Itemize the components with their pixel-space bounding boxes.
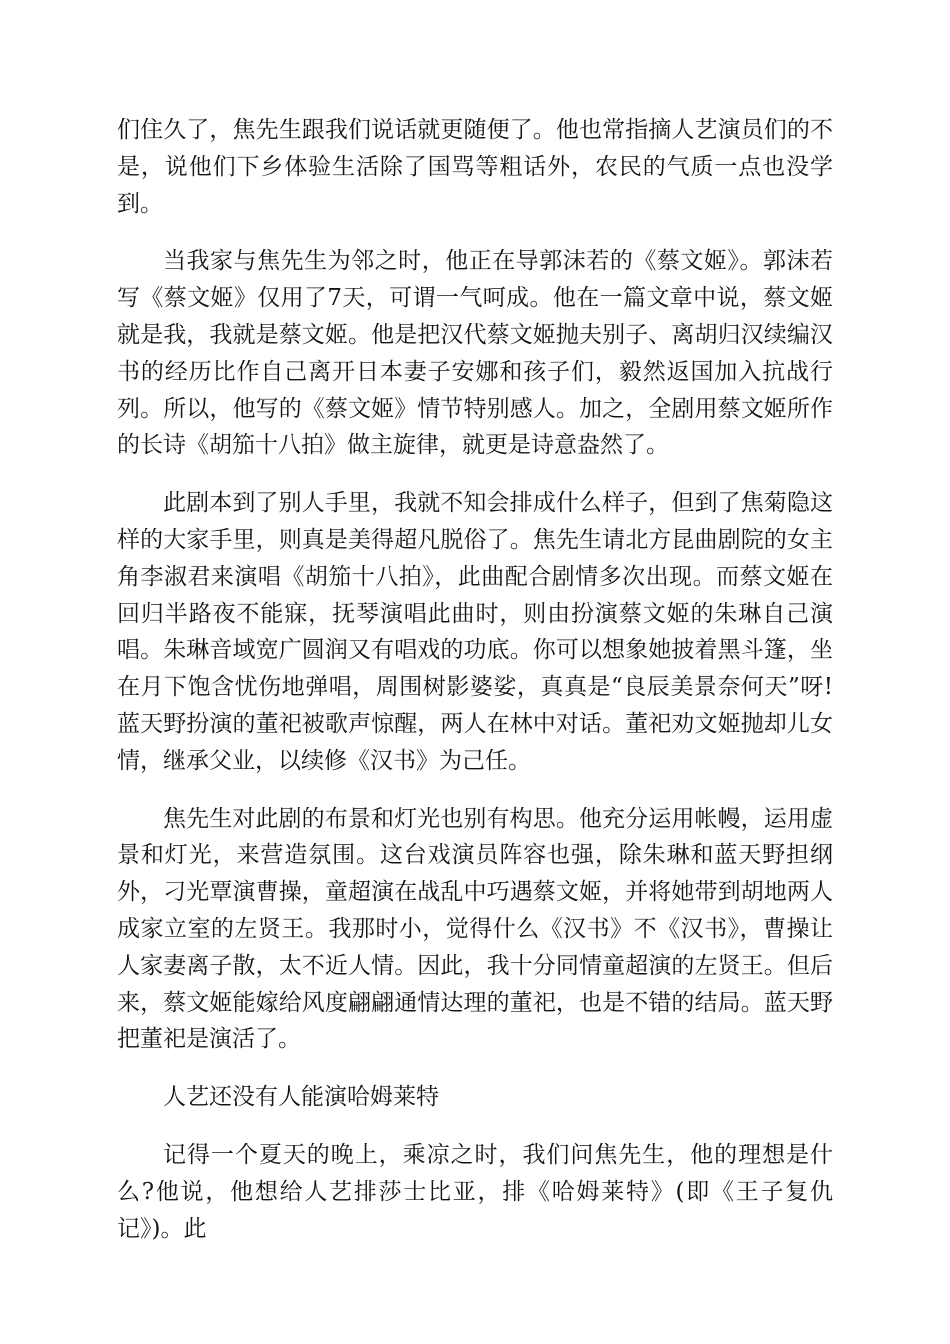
paragraph-cai-wenji-play: 当我家与焦先生为邻之时，他正在导郭沫若的《蔡文姬》。郭沫若写《蔡文姬》仅用了7天，可谓一气呵成。他在一篇文章中说，蔡文姬就是我，我就是蔡文姬。他是把汉代蔡文姬抛夫别子、离胡归汉续编汉书的经历比作自己离开日本妻子安娜和孩子们，毅然返国加入抗战行列。所以，他写的《蔡文姬》情节特别感人。加之，全剧用蔡文姬所作的长诗《胡笳十八拍》做主旋律，就更是诗意盎然了。 xyxy=(117,248,833,459)
paragraph-direction: 此剧本到了别人手里，我就不知会排成什么样子，但到了焦菊隐这样的大家手里，则真是美得超凡脱俗了。焦先生请北方昆曲剧院的女主角李淑君来演唱《胡笳十八拍》，此曲配合剧情多次出现。而蔡文姬在回归半路夜不能寐，抚琴演唱此曲时，则由扮演蔡文姬的朱琳自己演唱。朱琳音域宽广圆润又有唱戏的功底。你可以想象她披着黑斗篷，坐在月下饱含忧伤地弹唱，周围树影婆娑，真真是“良辰美景奈何天”呀!蓝天野扮演的董祀被歌声惊醒，两人在林中对话。董祀劝文姬抛却儿女情，继承父业，以续修《汉书》为己任。 xyxy=(117,490,833,774)
section-heading: 人艺还没有人能演哈姆莱特 xyxy=(163,1084,439,1111)
article-body xyxy=(117,112,833,1268)
paragraph-hamlet: 记得一个夏天的晚上，乘凉之时，我们问焦先生，他的理想是什么?他说，他想给人艺排莎士比亚，排《哈姆莱特》(即《王子复仇记》)。此 xyxy=(117,1141,833,1242)
paragraph-stage-design: 焦先生对此剧的布景和灯光也别有构思。他充分运用帐幔，运用虚景和灯光，来营造氛围。这台戏演员阵容也强，除朱琳和蓝天野担纲外，刁光覃演曹操，童超演在战乱中巧遇蔡文姬，并将她带到胡地两人成家立室的左贤王。我那时小，觉得什么《汉书》不《汉书》，曹操让人家妻离子散，太不近人情。因此，我十分同情童超演的左贤王。但后来，蔡文姬能嫁给风度翩翩通情达理的董祀，也是不错的结局。蓝天野把董祀是演活了。 xyxy=(117,805,833,1053)
paragraph-continuation: 们住久了，焦先生跟我们说话就更随便了。他也常指摘人艺演员们的不是，说他们下乡体验生活除了国骂等粗话外，农民的气质一点也没学到。 xyxy=(117,117,833,217)
